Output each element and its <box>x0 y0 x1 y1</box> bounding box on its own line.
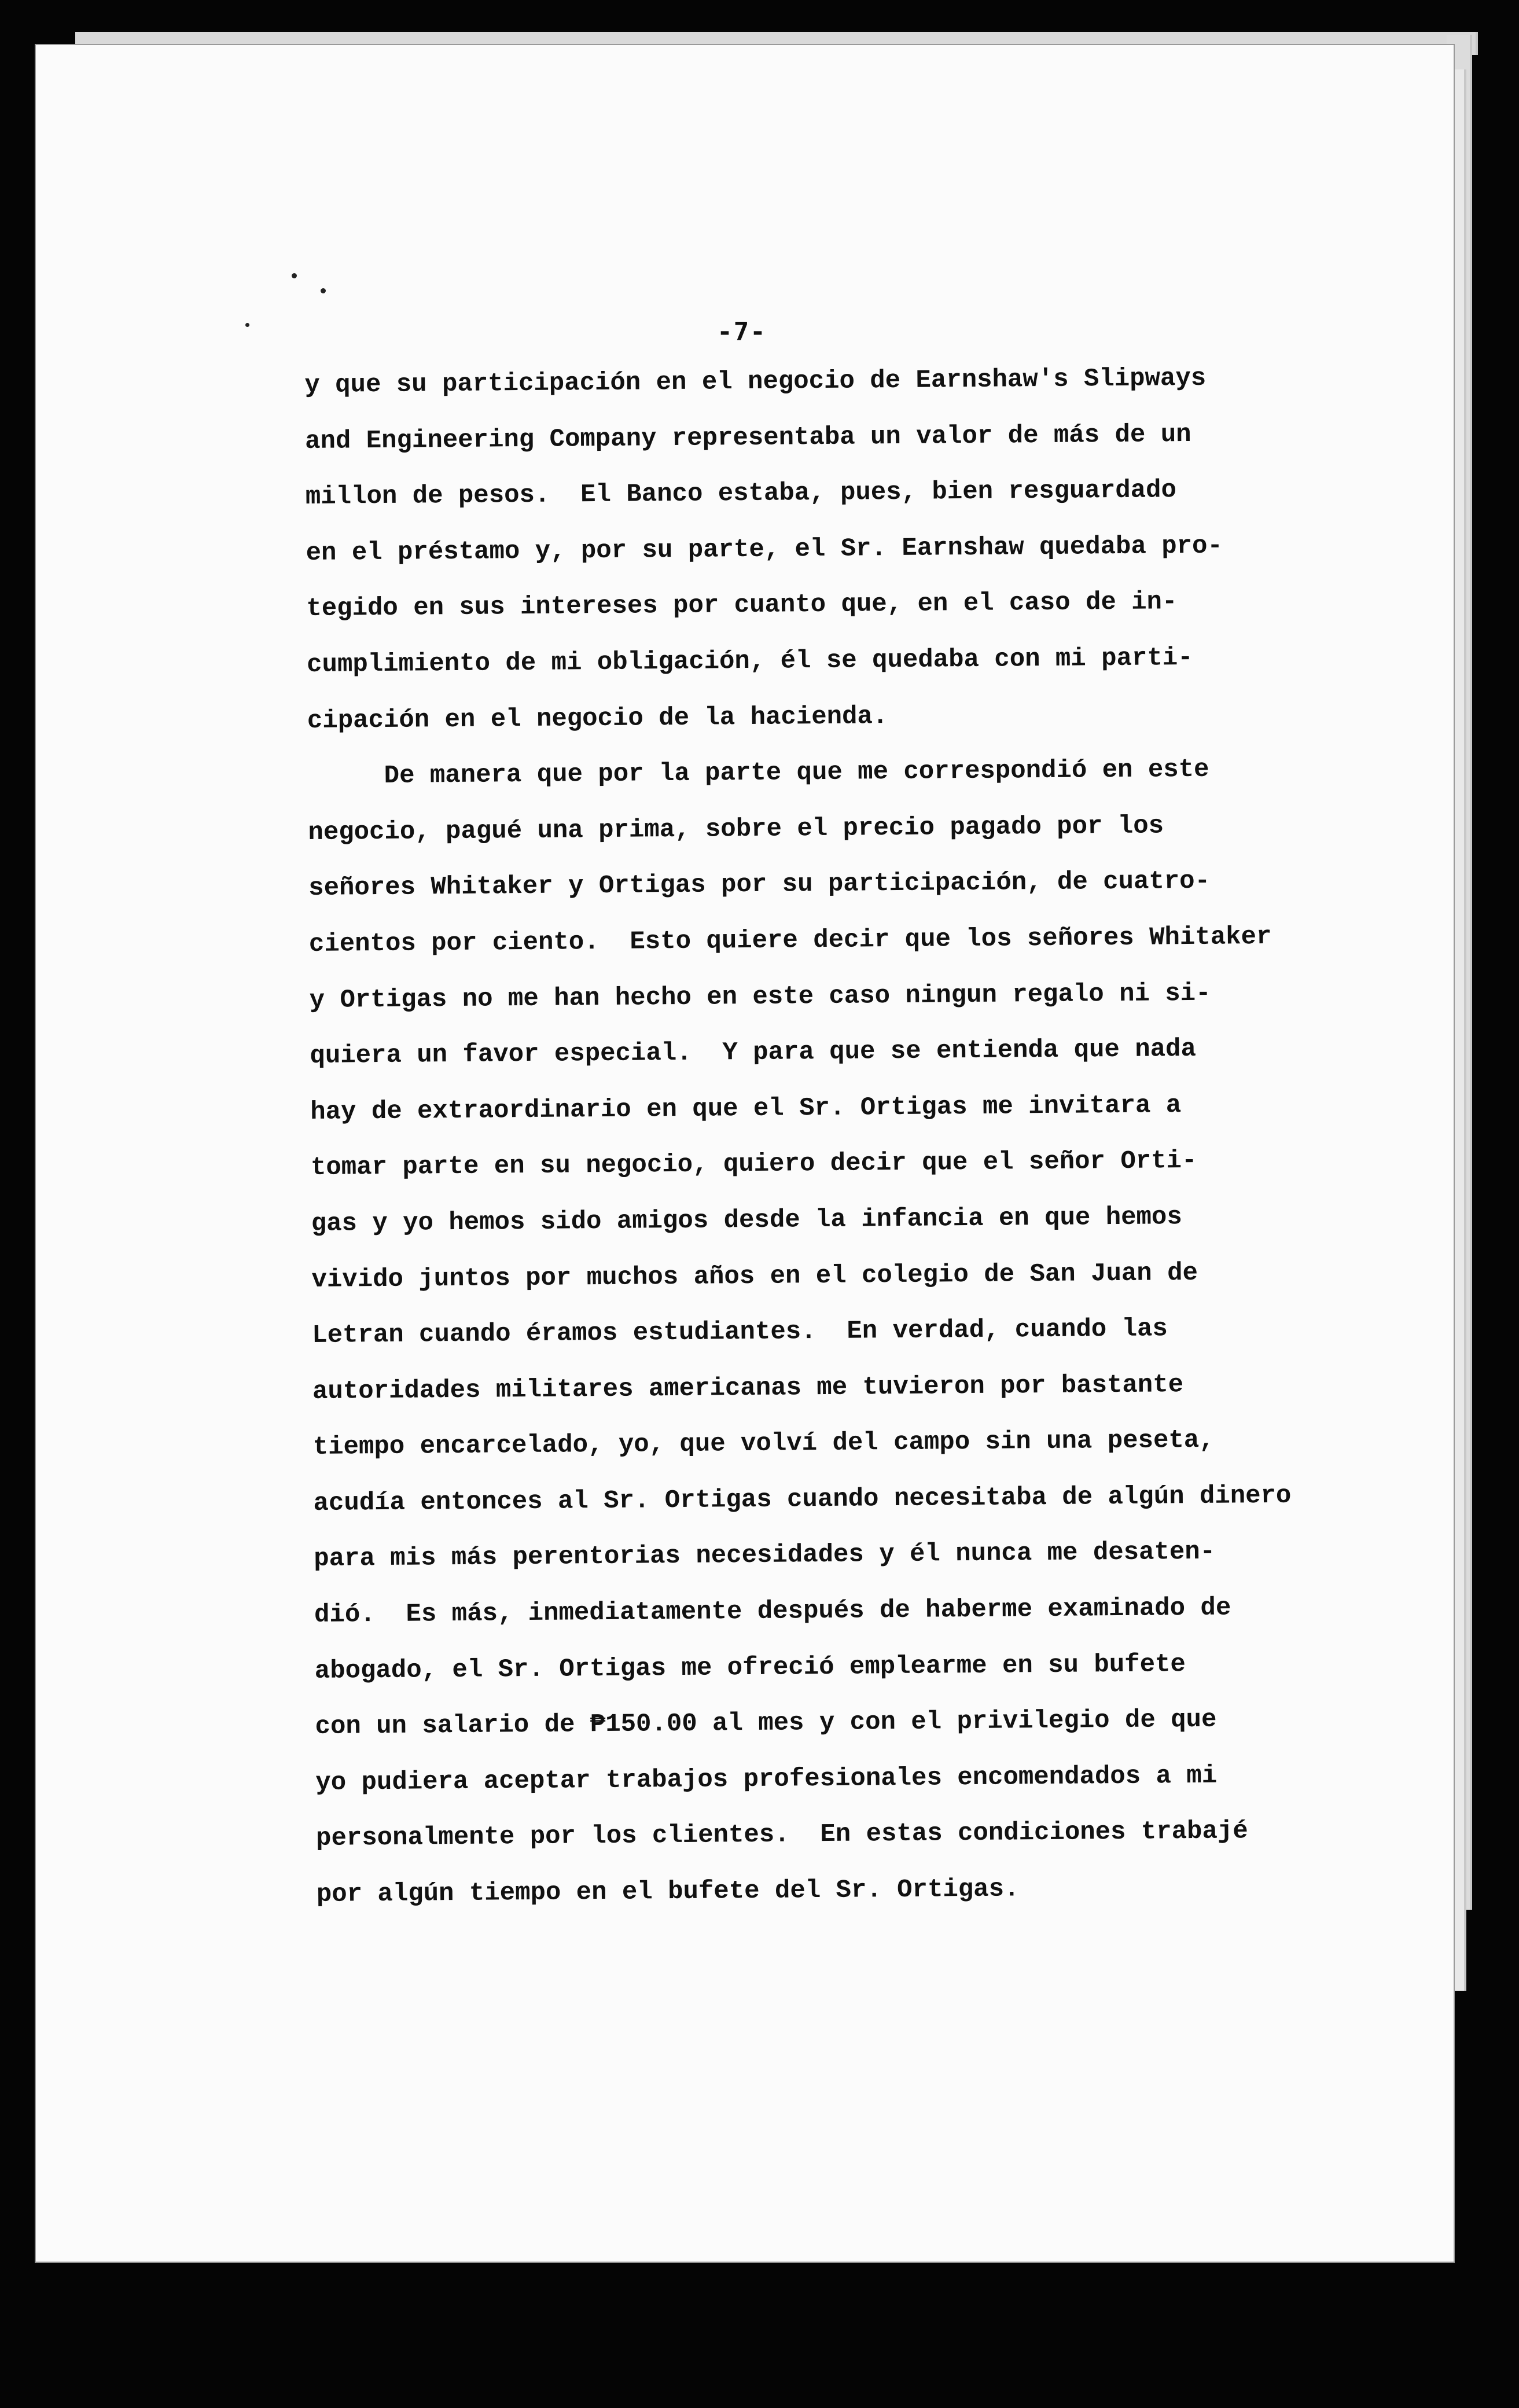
text-line: hay de extraordinario en que el Sr. Ortigas me invitara a <box>310 1090 1182 1127</box>
text-line: and Engineering Company representaba un valor de más de un <box>304 420 1191 456</box>
text-line: para mis más perentorias necesidades y él nunca me desaten- <box>314 1538 1216 1574</box>
text-line: personalmente por los clientes. En estas condiciones trabajé <box>315 1817 1248 1854</box>
text-line: tomar parte en su negocio, quiero decir que el señor Orti- <box>310 1146 1197 1183</box>
text-line: y Ortigas no me han hecho en este caso ningun regalo ni si- <box>309 979 1211 1015</box>
text-line: millon de pesos. El Banco estaba, pues, bien resguardado <box>305 476 1177 512</box>
text-line: por algún tiempo en el bufete del Sr. Ortigas. <box>316 1874 1020 1909</box>
text-line: cientos por ciento. Esto quiere decir que los señores Whitaker <box>308 922 1272 959</box>
text-line: vivido juntos por muchos años en el colegio de San Juan de <box>311 1258 1198 1295</box>
text-line: abogado, el Sr. Ortigas me ofreció emplearme en su bufete <box>314 1649 1186 1686</box>
ink-speck <box>321 288 326 293</box>
text-line: cumplimiento de mi obligación, él se quedaba con mi parti- <box>306 643 1193 679</box>
text-line: tegido en sus intereses por cuanto que, en el caso de in- <box>306 587 1178 624</box>
ink-speck <box>245 323 249 327</box>
text-line: gas y yo hemos sido amigos desde la infancia en que hemos <box>311 1203 1182 1238</box>
text-line: en el préstamo y, por su parte, el Sr. Earnshaw quedaba pro- <box>306 531 1223 568</box>
document-page <box>36 45 1454 2262</box>
text-line: señores Whitaker y Ortigas por su participación, de cuatro- <box>308 867 1211 903</box>
page-number: -7- <box>717 317 767 347</box>
text-line: con un salario de ₱150.00 al mes y con el privilegio de que <box>315 1705 1217 1742</box>
text-line: dió. Es más, inmediatamente después de haberme examinado de <box>314 1593 1231 1630</box>
text-line: acudía entonces al Sr. Ortigas cuando necesitaba de algún dinero <box>313 1481 1292 1518</box>
text-line: cipación en el negocio de la hacienda. <box>307 701 888 736</box>
text-line: tiempo encarcelado, yo, que volví del campo sin una peseta, <box>312 1425 1215 1462</box>
text-line: quiera un favor especial. Y para que se entienda que nada <box>310 1035 1197 1071</box>
text-line: De manera que por la parte que me correspondió en este <box>307 755 1209 792</box>
ink-speck <box>292 273 297 278</box>
text-line: negocio, pagué una prima, sobre el precio pagado por los <box>308 811 1164 847</box>
text-line: yo pudiera aceptar trabajos profesionales encomendados a mi <box>315 1761 1218 1797</box>
body-text <box>304 349 1428 1923</box>
text-line: autoridades militares americanas me tuvieron por bastante <box>312 1370 1184 1406</box>
text-line: Letran cuando éramos estudiantes. En verdad, cuando las <box>312 1314 1168 1351</box>
text-line: y que su participación en el negocio de Earnshaw's Slipways <box>304 363 1207 400</box>
